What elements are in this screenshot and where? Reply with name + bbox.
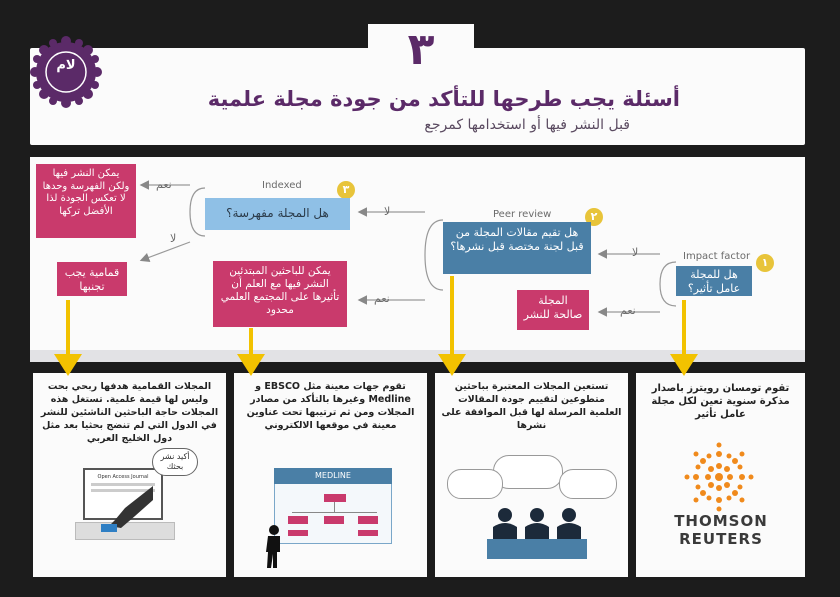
indexed-yes-box: يمكن النشر فيها ولكن الفهرسة وحدها لا تعكس الجودة لذا الأفضل تركها — [36, 164, 136, 238]
card-thomson-text: تقوم تومسان رويترز باصدار مذكرة سنوية تعين لكل مجلة عامل تأثير — [651, 383, 790, 420]
peer-ok-box: المجلة صالحة للنشر — [517, 290, 589, 330]
page-title: أسئلة يجب طرحها للتأكد من جودة مجلة علمية — [207, 87, 680, 111]
peer-number-badge: ٢ — [585, 208, 603, 226]
indexed-label: Indexed — [262, 180, 302, 191]
arrow-down-icon — [54, 300, 82, 376]
peer-yes-label: نعم — [374, 292, 390, 305]
section-number: ٣ — [407, 24, 435, 75]
peer-no-label: لا — [384, 205, 391, 218]
impact-number-badge: ١ — [756, 254, 774, 272]
medline-header: MEDLINE — [274, 468, 392, 484]
laptop-screen-text: Open Access Journal — [97, 474, 149, 480]
impact-factor-label: Impact factor — [683, 251, 751, 262]
indexed-no-label: لا — [170, 232, 177, 245]
thomson-brand-line1: THOMSON — [674, 512, 768, 530]
page-subtitle: قبل النشر فيها أو استخدامها كمرجع — [424, 117, 630, 133]
thomson-brand-line2: REUTERS — [679, 530, 763, 548]
indexed-yes-label: نعم — [156, 178, 172, 191]
speech-bubble-text: أكيد نشر بحثك — [160, 452, 190, 471]
card-peer-review-text: تستعين المجلات المعتبرة بباحثين متطوعين لتقييم جودة المقالات العلمية المرسلة لها قبل الموافقة على نشرها — [441, 381, 622, 431]
arrow-down-icon — [237, 328, 265, 376]
peer-review-label: Peer review — [493, 209, 552, 220]
indexed-number-badge: ٣ — [337, 181, 355, 199]
peer-question-box: هل تقيم مقالات المجلة من قبل لجنة مختصة قبل نشرها؟ — [443, 222, 591, 274]
arrow-down-icon — [438, 276, 466, 376]
indexed-no-box: قمامية يجب تجنبها — [57, 262, 127, 296]
impact-question-box: هل للمجلة عامل تأثير؟ — [676, 266, 752, 296]
impact-yes-label: نعم — [620, 304, 636, 317]
impact-no-label: لا — [632, 246, 639, 259]
card-indexing-text: تقوم جهات معينة مثل EBSCO و Medline وغيرها بالتأكد من مصادر المجلات ومن ثم ترتيبها تحت عناوين معينة في موقعها الالكتروني — [246, 381, 415, 431]
card-predatory-text: المجلات القمامية هدفها ربحي بحت وليس لها قيمة علمية. تستغل هذه المجلات حاجة الباحثين الناشئين للنشر في الدول التي لم تنضج بحثيا بعد مثل دول الخليج العربي — [40, 381, 219, 444]
logo-text: لام — [56, 58, 76, 73]
indexed-question-box: هل المجلة مفهرسة؟ — [205, 198, 350, 230]
limited-impact-box: يمكن للباحثين المبتدئين النشر فيها مع العلم أن تأثيرها على المجتمع العلمي محدود — [213, 261, 347, 327]
arrow-down-icon — [670, 300, 698, 376]
